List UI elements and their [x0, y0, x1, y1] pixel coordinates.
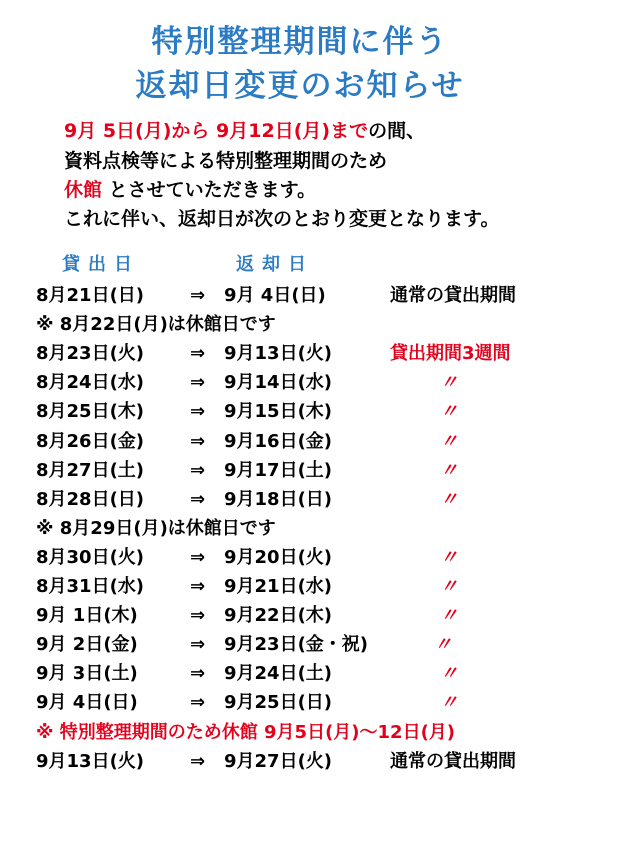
- intro-line3: [64, 177, 316, 203]
- return-date: 9月20日(火): [224, 546, 333, 568]
- lend-date: 9月 3日(土): [36, 663, 138, 685]
- return-date: 9月27日(火): [224, 750, 333, 772]
- ditto-mark: 〃: [440, 430, 458, 452]
- ditto-mark: 〃: [440, 576, 458, 597]
- return-date: 9月23日(金・祝): [224, 634, 369, 656]
- closure-notice: ※ 8月29日(月)は休館日です: [36, 517, 276, 539]
- return-date: 9月24日(土): [224, 663, 333, 685]
- ditto-mark: 〃: [440, 488, 458, 510]
- return-date: 9月25日(日): [224, 692, 333, 714]
- intro-line3-rest: とさせていただきます。: [102, 179, 317, 201]
- lend-date: 8月21日(日): [36, 285, 145, 306]
- lend-date: 8月23日(火): [36, 343, 145, 365]
- lend-date: 8月24日(水): [36, 372, 145, 394]
- intro-line2: 資料点検等による特別整理期間のため: [64, 150, 388, 172]
- return-date: 9月18日(日): [224, 488, 333, 510]
- return-date: 9月21日(水): [224, 576, 333, 597]
- page-title-line2: 返却日変更のお知らせ: [135, 68, 465, 104]
- intro-line1: [64, 118, 425, 144]
- lend-date: 9月 4日(日): [36, 692, 138, 714]
- return-date: 9月15日(木): [224, 401, 333, 423]
- loan-period-note: 通常の貸出期間: [390, 285, 516, 306]
- closure-notice: ※ 8月22日(月)は休館日です: [36, 314, 276, 336]
- arrow-icon: ⇒: [190, 692, 206, 714]
- lend-date: 8月28日(日): [36, 488, 145, 510]
- ditto-mark: 〃: [440, 459, 458, 481]
- arrow-icon: ⇒: [190, 576, 206, 597]
- closed-label: 休館: [64, 179, 103, 201]
- return-date: 9月22日(木): [224, 605, 333, 627]
- closure-period-text: 9月 5日(月)から 9月12日(月)まで: [64, 120, 369, 142]
- loan-period-note: 通常の貸出期間: [390, 750, 516, 772]
- arrow-icon: ⇒: [190, 430, 206, 452]
- closure-notice: ※ 特別整理期間のため休館 9月5日(月)～12日(月): [36, 721, 456, 743]
- lend-date: 9月 1日(木): [36, 605, 138, 627]
- return-date: 9月 4日(日): [224, 285, 326, 306]
- ditto-mark: 〃: [440, 401, 458, 423]
- lend-date: 8月31日(水): [36, 576, 145, 597]
- arrow-icon: ⇒: [190, 605, 206, 627]
- return-date: 9月13日(火): [224, 343, 333, 365]
- arrow-icon: ⇒: [190, 488, 206, 510]
- ditto-mark: 〃: [440, 663, 458, 685]
- loan-period-note: 貸出期間3週間: [390, 343, 511, 365]
- intro-line1-rest: の間、: [368, 120, 426, 142]
- ditto-mark: 〃: [440, 546, 458, 568]
- return-date: 9月14日(水): [224, 372, 333, 394]
- lend-date: 9月 2日(金): [36, 634, 138, 656]
- page-title-line1: 特別整理期間に伴う: [151, 24, 449, 60]
- arrow-icon: ⇒: [190, 634, 206, 656]
- arrow-icon: ⇒: [190, 546, 206, 568]
- arrow-icon: ⇒: [190, 285, 206, 306]
- intro-line4: これに伴い、返却日が次のとおり変更となります。: [64, 208, 500, 230]
- arrow-icon: ⇒: [190, 663, 206, 685]
- return-date-header: 返却日: [236, 254, 314, 275]
- lend-date: 9月13日(火): [36, 750, 145, 772]
- ditto-mark: 〃: [440, 605, 458, 627]
- arrow-icon: ⇒: [190, 401, 206, 423]
- lend-date-header: 貸出日: [62, 254, 140, 275]
- arrow-icon: ⇒: [190, 372, 206, 394]
- lend-date: 8月25日(木): [36, 401, 145, 423]
- ditto-mark: 〃: [440, 372, 458, 394]
- arrow-icon: ⇒: [190, 343, 206, 365]
- arrow-icon: ⇒: [190, 750, 206, 772]
- ditto-mark: 〃: [434, 634, 452, 656]
- return-date: 9月17日(土): [224, 459, 333, 481]
- lend-date: 8月27日(土): [36, 459, 145, 481]
- return-date: 9月16日(金): [224, 430, 333, 452]
- lend-date: 8月26日(金): [36, 430, 145, 452]
- lend-date: 8月30日(火): [36, 546, 145, 568]
- arrow-icon: ⇒: [190, 459, 206, 481]
- ditto-mark: 〃: [440, 692, 458, 714]
